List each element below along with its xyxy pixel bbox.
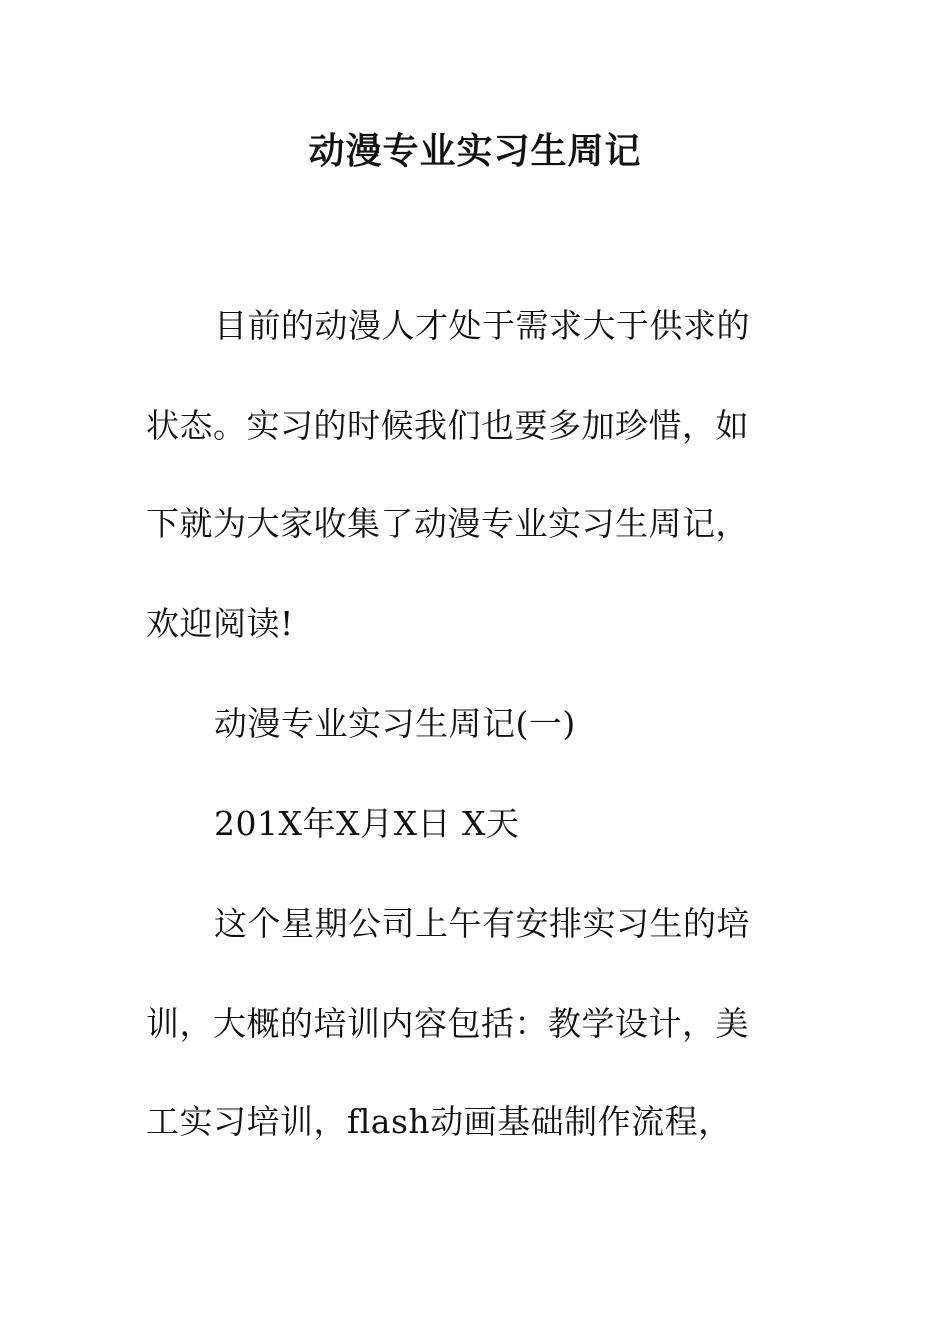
section-heading: 动漫专业实习生周记(一)	[214, 704, 576, 743]
paragraph-line: 这个星期公司上午有安排实习生的培	[214, 904, 750, 943]
paragraph-line: 工实习培训，flash动画基础制作流程，	[146, 1102, 732, 1141]
paragraph-line: 训，大概的培训内容包括：教学设计，美	[146, 1004, 749, 1043]
paragraph-line: 状态。实习的时候我们也要多加珍惜，如	[146, 406, 749, 445]
document-title: 动漫专业实习生周记	[308, 131, 642, 172]
paragraph-line: 欢迎阅读!	[146, 604, 294, 643]
date-line: 201X年X月X日 X天	[214, 804, 520, 843]
paragraph-line: 目前的动漫人才处于需求大于供求的	[214, 306, 750, 345]
paragraph-line: 下就为大家收集了动漫专业实习生周记，	[146, 504, 749, 543]
